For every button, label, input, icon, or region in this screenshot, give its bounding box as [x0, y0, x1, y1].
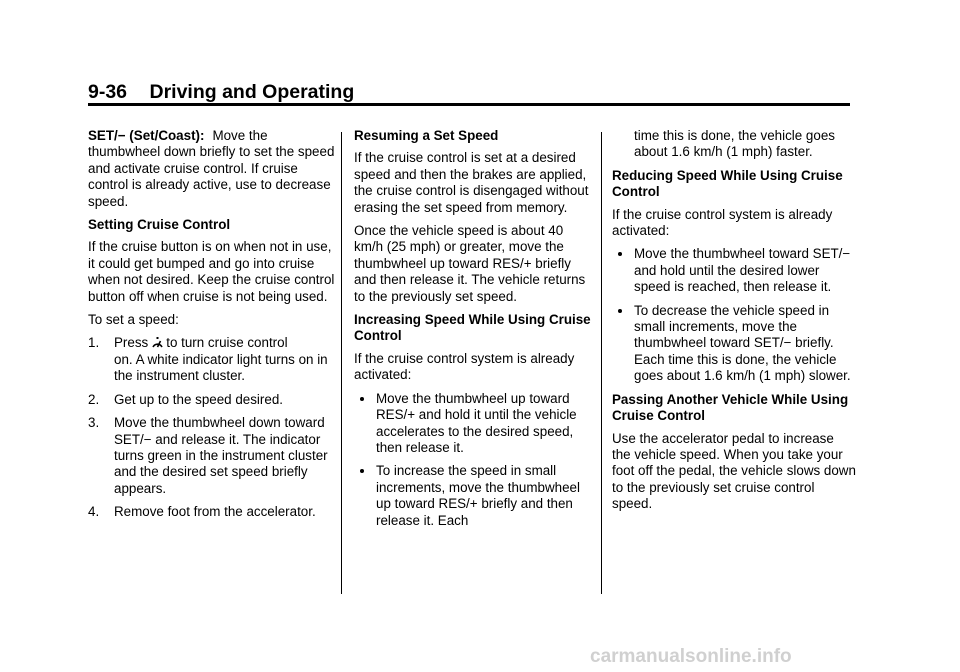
page-header — [88, 80, 850, 104]
step-text: Get up to the speed desired. — [114, 391, 283, 407]
bullet-dot-icon — [360, 397, 364, 401]
setting-cruise-heading: Setting Cruise Control — [88, 217, 231, 233]
increasing-intro: If the cruise control system is already activated: — [354, 350, 575, 383]
setting-cruise-paragraph: If the cruise button is on when not in use, it could get bumped and go into cruise when not desired. Keep the cruise control button off when cruise is not being used. — [88, 239, 335, 304]
step-text: Remove foot from the accelerator. — [114, 504, 316, 520]
column-2 — [354, 128, 594, 536]
step-text-pre: Press — [114, 335, 149, 351]
step-text-post: to turn cruise control — [166, 335, 288, 351]
bullet-dot-icon — [618, 252, 622, 256]
set-coast-paragraph — [88, 128, 336, 210]
bullet-item — [612, 303, 856, 385]
bullet-item — [354, 391, 594, 457]
column-divider — [341, 132, 342, 594]
increasing-heading: Increasing Speed While Using Cruise Control — [354, 312, 591, 344]
step-number: 2. — [88, 391, 100, 407]
set-coast-text: Move the thumbwheel down briefly to set the speed and activate cruise control. If cruise control is already active, use to decrease speed. — [88, 128, 335, 209]
step-item — [88, 504, 336, 520]
section-title: Driving and Operating — [149, 81, 355, 103]
reducing-heading: Reducing Speed While Using Cruise Control — [612, 167, 843, 200]
passing-paragraph: Use the accelerator pedal to increase the vehicle speed. When you take your foot off the pedal, the vehicle slows down to the previously set cruise control speed. — [612, 430, 856, 512]
bullet-dot-icon — [360, 469, 364, 473]
step-text: Move the thumbwheel down toward SET/− and release it. The indicator turns green in the instrument cluster and the desired set speed briefly appears. — [114, 415, 328, 496]
reducing-intro: If the cruise control system is already activated: — [612, 206, 833, 239]
resuming-heading: Resuming a Set Speed — [354, 128, 499, 143]
bullet-text: To decrease the vehicle speed in small increments, move the thumbwheel toward SET/− briefly. Each time this is done, the vehicle goes about 1.6 km/h (1 mph) slower. — [634, 302, 851, 384]
bullet-item — [612, 246, 856, 295]
step-number: 1. — [88, 335, 100, 351]
to-set-speed-text: To set a speed: — [88, 312, 179, 328]
bullet-text: To increase the speed in small increments, move the thumbwheel up toward RES/+ briefly and then release it. Each — [376, 463, 580, 528]
column-divider — [601, 132, 602, 594]
step-item — [88, 335, 336, 384]
header-rule — [88, 103, 850, 106]
bullet-item — [354, 463, 594, 529]
bullet-continuation: time this is done, the vehicle goes about 1.6 km/h (1 mph) faster. — [634, 128, 835, 160]
passing-heading: Passing Another Vehicle While Using Cruise Control — [612, 391, 849, 424]
bullet-text: Move the thumbwheel toward SET/− and hold until the desired lower speed is reached, then release it. — [634, 246, 851, 295]
step-item — [88, 392, 336, 408]
resuming-paragraph-1: If the cruise control is set at a desired speed and then the brakes are applied, the cruise control is disengaged without erasing the set speed from memory. — [354, 150, 589, 215]
column-1 — [88, 128, 336, 528]
resuming-paragraph-2: Once the vehicle speed is about 40 km/h (25 mph) or greater, move the thumbwheel up toward RES/+ briefly and then release it. The vehicle returns to the previously set speed. — [354, 223, 586, 304]
step-text-cont: on. A white indicator light turns on in the instrument cluster. — [114, 351, 328, 384]
column-3 — [612, 128, 856, 520]
step-number: 4. — [88, 504, 100, 520]
step-number: 3. — [88, 415, 100, 431]
page-number: 9-36 — [88, 81, 128, 103]
bullet-text: Move the thumbwheel up toward RES/+ and hold it until the vehicle accelerates to the desired speed, then release it. — [376, 390, 577, 455]
cruise-control-icon — [151, 336, 164, 349]
step-item — [88, 415, 336, 497]
watermark: carmanualsonline.info — [590, 646, 792, 667]
bullet-dot-icon — [618, 309, 622, 313]
set-coast-label: SET/− (Set/Coast): — [88, 128, 205, 143]
